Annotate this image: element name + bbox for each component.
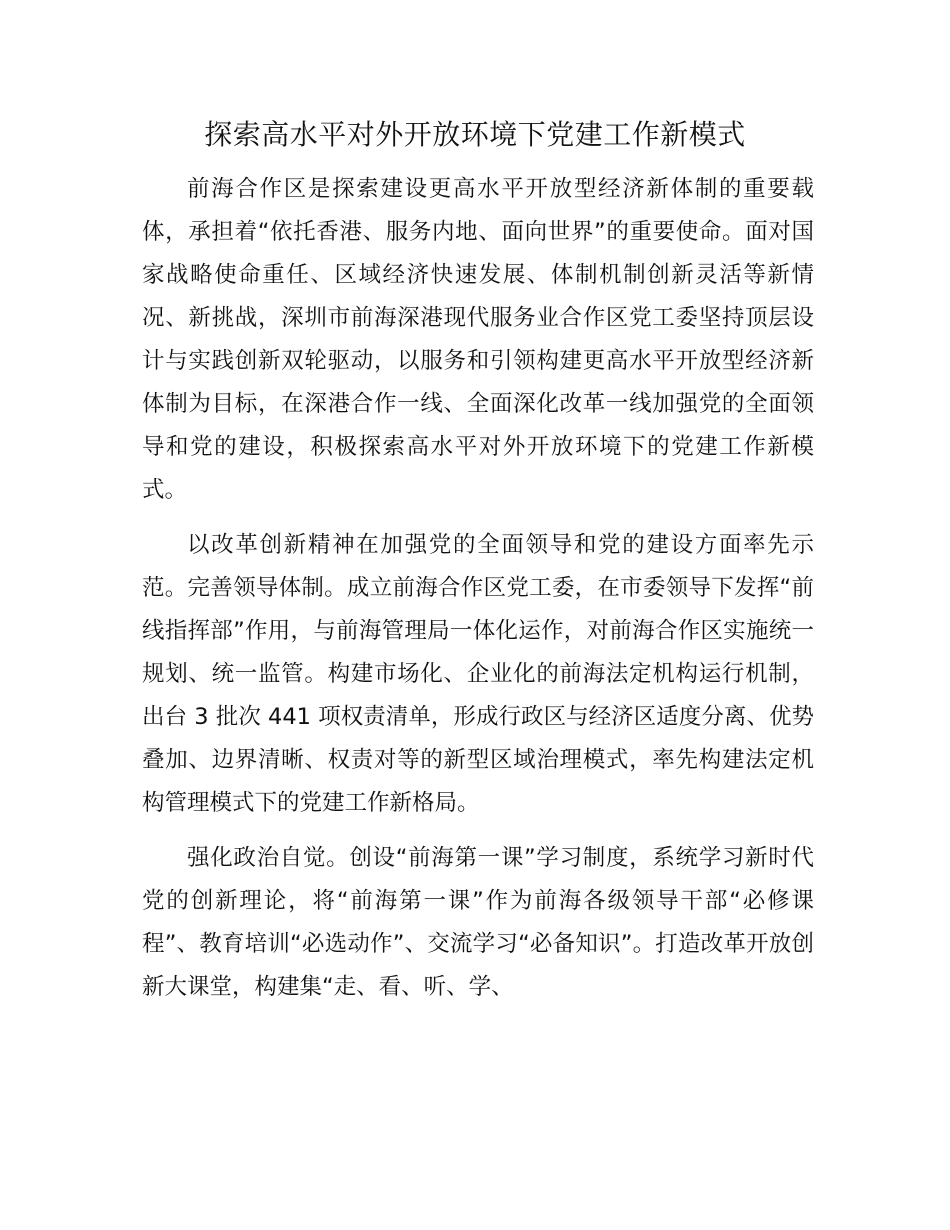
paragraph-reform: 以改革创新精神在加强党的全面领导和党的建设方面率先示范。完善领导体制。成立前海合作区党工委，在市委领导下发挥“前线指挥部”作用，与前海管理局一体化运作，对前海合作区实施统一规划、统一监管。构建市场化、企业化的前海法定机构运行机制，出台 3 批次 441 项权责清单，形成行政区与经济区适度分离、优势叠加、边界清晰、权责对等的新型区域治理模式，率先构建法定机构管理模式下的党建工作新格局。 xyxy=(142,532,814,816)
paragraph-intro: 前海合作区是探索建设更高水平开放型经济新体制的重要载体，承担着“依托香港、服务内地、面向世界”的重要使命。面对国家战略使命重任、区域经济快速发展、体制机制创新灵活等新情况、新挑战，深圳市前海深港现代服务业合作区党工委坚持顶层设计与实践创新双轮驱动，以服务和引领构建更高水平开放型经济新体制为目标，在深港合作一线、全面深化改革一线加强党的全面领导和党的建设，积极探索高水平对外开放环境下的党建工作新模式。 xyxy=(142,176,814,503)
document-title: 探索高水平对外开放环境下党建工作新模式 xyxy=(204,118,746,151)
paragraph-political: 强化政治自觉。创设“前海第一课”学习制度，系统学习新时代党的创新理论，将“前海第一课”作为前海各级领导干部“必修课程”、教育培训“必选动作”、交流学习“必备知识”。打造改革开放创新大课堂，构建集“走、看、听、学、 xyxy=(142,845,814,1000)
document-body xyxy=(142,168,814,1021)
